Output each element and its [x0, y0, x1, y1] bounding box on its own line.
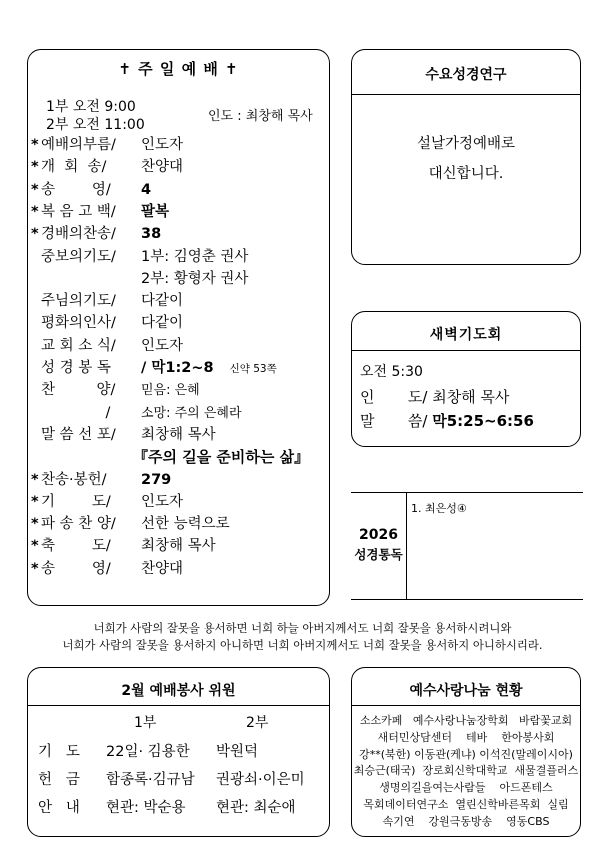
volunteer-first-service: 22일· 김용한 [106, 744, 190, 760]
wednesday-title: 수요성경연구 [425, 67, 507, 83]
sharing-divider [352, 705, 580, 706]
sharing-box [351, 667, 581, 837]
volunteer-second-service: 박원덕 [216, 744, 259, 760]
order-label: 파 송 찬 양/ [41, 516, 116, 533]
verse-line-2: 너희가 사람의 잘못을 용서하지 아니하면 너희 아버지께서도 너희 잘못을 용서하지 아니하시리라. [62, 638, 543, 652]
order-value: 최창해 목사 [141, 426, 216, 443]
required-star: * [31, 471, 39, 488]
order-label: 예배의부름/ [41, 137, 116, 153]
order-label: 기 도/ [41, 493, 111, 510]
worship-order-row [31, 557, 184, 581]
worship-order-row [41, 245, 248, 269]
order-label: 말 씀 선 포/ [41, 426, 116, 443]
order-value: 팔복 [141, 203, 170, 220]
wednesday-line-2: 대신합니다. [428, 166, 504, 182]
volunteers-col-2: 2부 [246, 715, 269, 731]
dawn-title: 새벽기도회 [429, 327, 503, 343]
worship-order-row [31, 534, 216, 558]
order-label: 교 회 소 식/ [41, 337, 116, 354]
order-label: 축 도/ [41, 538, 111, 555]
order-value: 찬양대 [141, 560, 184, 577]
worship-order-row [41, 267, 248, 291]
order-label: 송 영/ [41, 181, 111, 198]
order-value: 4 [141, 181, 152, 198]
worship-order-row [31, 468, 172, 492]
order-label: 중보의기도/ [41, 248, 116, 265]
order-note: 신약 53쪽 [229, 363, 277, 375]
order-value: 인도자 [141, 137, 184, 153]
order-value: 다같이 [141, 293, 184, 310]
worship-order-row [41, 356, 277, 380]
reading-year: 2026 [359, 527, 398, 543]
worship-order-row [31, 155, 184, 179]
volunteer-role: 안 내 [38, 800, 80, 816]
worship-order-row [41, 401, 242, 425]
required-star: * [31, 560, 39, 577]
required-star: * [31, 493, 39, 510]
dawn-time: 오전 5:30 [360, 364, 423, 380]
sharing-line: 최승근(태국) 장로회신학대학교 새물결플러스 [353, 764, 579, 778]
order-label: 찬 양/ [41, 382, 116, 399]
volunteer-second-service: 권광쇠·이은미 [216, 772, 305, 788]
worship-order-row [41, 311, 183, 335]
order-label: 개 회 송/ [41, 159, 107, 176]
verse-line-1: 너희가 사람의 잘못을 용서하면 너희 하늘 아버지께서도 너희 잘못을 용서하시려니와 [93, 621, 512, 635]
volunteers-box [27, 667, 330, 837]
required-star: * [31, 538, 39, 555]
dawn-divider [352, 350, 580, 351]
volunteers-divider [28, 705, 329, 706]
dawn-leader-row [360, 386, 509, 407]
required-star: * [31, 181, 39, 198]
order-value: 『주의 길을 준비하는 삶』 [133, 448, 310, 467]
wednesday-box [351, 49, 581, 265]
order-value: 38 [141, 226, 162, 243]
order-label: 복 음 고 백/ [41, 203, 116, 220]
reading-section [351, 492, 583, 600]
volunteers-col-1: 1부 [134, 715, 157, 731]
required-star: * [31, 159, 39, 176]
dawn-leader-label: 인 도/ [360, 388, 428, 406]
dawn-prayer-box [351, 311, 581, 447]
order-value: 인도자 [141, 493, 184, 510]
order-value: 소망: 주의 은혜라 [141, 405, 242, 421]
worship-order-row [41, 378, 200, 402]
order-value: 선한 능력으로 [141, 516, 230, 533]
volunteers-title: 2월 예배봉사 위원 [121, 683, 236, 699]
sharing-line: 목회데이터연구소 열린신학바른목회 실림 [363, 798, 569, 811]
worship-title: ✝ 주 일 예 배 ✝ [118, 60, 239, 78]
volunteer-first-service: 함종록·김규남 [106, 772, 195, 788]
order-label: 평화의인사/ [41, 315, 116, 332]
reading-label: 성경통독 [354, 547, 403, 562]
order-value: 2부: 황형자 권사 [141, 270, 249, 287]
dawn-leader-value: 최창해 목사 [432, 388, 510, 406]
order-label: 송 영/ [41, 560, 111, 577]
worship-leader: 인도 : 최창해 목사 [208, 109, 313, 124]
required-star: * [31, 203, 39, 220]
sharing-line: 속기연 강원극동방송 영동CBS [382, 814, 550, 828]
order-label: / [41, 404, 111, 421]
dawn-sermon-row [360, 410, 534, 431]
reading-divider [406, 493, 407, 599]
worship-order-row [31, 200, 170, 224]
required-star: * [31, 516, 39, 533]
reading-entry: 1. 최은성④ [411, 502, 467, 515]
volunteer-role: 기 도 [38, 744, 80, 760]
worship-order-row [31, 222, 162, 246]
worship-order-row [31, 178, 152, 202]
dawn-sermon-value: 막5:25~6:56 [432, 412, 534, 430]
worship-time-2: 2부 오전 11:00 [46, 117, 145, 133]
order-value: 인도자 [141, 337, 184, 354]
order-value: 최창해 목사 [141, 538, 216, 555]
order-value: 믿음: 은혜 [141, 383, 200, 399]
worship-order-row [41, 423, 216, 447]
dawn-sermon-label: 말 씀/ [360, 412, 428, 430]
sharing-line: 생명의길을여는사람들 아드폰테스 [379, 781, 553, 795]
order-label: 주님의기도/ [41, 293, 116, 310]
volunteer-second-service: 현관: 최순애 [216, 800, 296, 816]
order-value: 다같이 [141, 315, 184, 332]
sharing-line: 강**(북한) 이동관(케냐) 이석진(말레이시아) [359, 747, 573, 761]
volunteer-role: 헌 금 [38, 772, 80, 788]
required-star: * [31, 226, 39, 243]
order-value: 찬양대 [141, 159, 184, 176]
order-value: 1부: 김영춘 권사 [141, 248, 249, 265]
order-value: 279 [141, 471, 172, 488]
order-value: / 막1:2~8 [141, 360, 214, 376]
worship-order-row [31, 490, 184, 514]
volunteer-first-service: 현관: 박순용 [106, 800, 186, 816]
sharing-line: 소소카페 예수사랑나눔장학회 바람꽃교회 [359, 714, 573, 727]
wednesday-divider [352, 94, 580, 95]
required-star: * [31, 137, 39, 153]
order-label: 성 경 봉 독 [41, 360, 111, 376]
order-label: 찬송·봉헌/ [41, 471, 107, 488]
worship-order-row [31, 133, 184, 157]
worship-order-row [41, 334, 183, 358]
worship-time-1: 1부 오전 9:00 [46, 99, 136, 115]
sharing-line: 새터민상담센터 테바 한아봉사회 [377, 730, 555, 744]
sharing-title: 예수사랑나눔 현황 [409, 683, 523, 699]
worship-order-row [41, 289, 183, 313]
wednesday-line-1: 설날가정예배로 [416, 136, 516, 152]
order-label: 경배의찬송/ [41, 226, 116, 243]
worship-order-row [41, 445, 309, 469]
worship-order-row [31, 512, 230, 536]
